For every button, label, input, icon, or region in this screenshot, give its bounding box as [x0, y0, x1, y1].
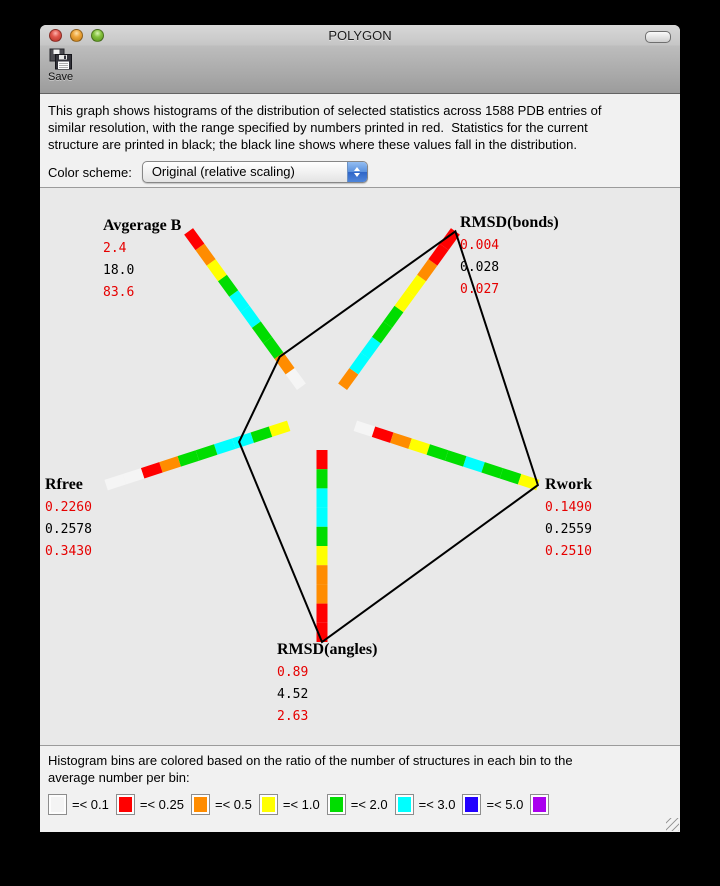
color-scheme-selected-value: Original (relative scaling) — [151, 164, 295, 179]
legend-swatch — [462, 794, 481, 815]
legend-swatch — [530, 794, 549, 815]
axis-min-value: 0.89 — [277, 665, 309, 680]
legend-caption-line: Histogram bins are colored based on the ratio of the number of structures in each bin to the — [48, 753, 573, 768]
description-panel — [40, 94, 680, 188]
legend-swatch-color — [262, 797, 275, 812]
description-line: similar resolution, with the range specified by numbers printed in red. Statistics for the current — [48, 120, 588, 135]
titlebar — [40, 25, 680, 46]
save-button[interactable] — [48, 48, 73, 83]
axis-current-value: 0.2578 — [45, 522, 92, 537]
axis-max-value: 83.6 — [103, 285, 135, 300]
legend-caption-line: average number per bin: — [48, 770, 190, 785]
axis-min-value: 0.2260 — [45, 500, 92, 515]
legend-swatch — [191, 794, 210, 815]
legend-swatch-color — [194, 797, 207, 812]
legend-swatch — [259, 794, 278, 815]
legend-label: =< 1.0 — [282, 797, 320, 812]
axis-title: RMSD(bonds) — [460, 214, 559, 231]
legend-swatch — [395, 794, 414, 815]
axis-title: Rfree — [45, 476, 83, 493]
legend-swatch-color — [119, 797, 132, 812]
axis-current-value: 18.0 — [103, 263, 135, 278]
legend-label: =< 0.5 — [214, 797, 252, 812]
toolbar — [40, 46, 680, 93]
axis-title: Avgerage B — [103, 217, 182, 234]
resize-grip[interactable] — [666, 818, 679, 831]
axis-min-value: 2.4 — [103, 241, 127, 256]
axis-current-value: 4.52 — [277, 687, 309, 702]
polygon-window — [40, 25, 680, 832]
legend-row — [48, 794, 672, 815]
polygon-plot-svg — [40, 188, 680, 745]
legend-label: =< 5.0 — [486, 797, 524, 812]
legend-swatch-color — [398, 797, 411, 812]
legend-swatch-color — [330, 797, 343, 812]
legend-swatch-color — [533, 797, 546, 812]
legend-panel — [40, 745, 680, 832]
description-line: This graph shows histograms of the distribution of selected statistics across 1588 PDB entries of — [48, 103, 602, 118]
popup-stepper-icon — [347, 162, 367, 182]
color-scheme-select[interactable] — [142, 161, 368, 183]
axis-max-value: 0.027 — [460, 282, 500, 297]
description-line: structure are printed in black; the black line shows where these values fall in the distribution. — [48, 137, 577, 152]
save-icon — [49, 48, 73, 70]
window-header — [40, 25, 680, 94]
legend-label: =< 2.0 — [350, 797, 388, 812]
legend-swatch — [116, 794, 135, 815]
toolbar-toggle-button[interactable] — [645, 31, 671, 43]
axis-min-value: 0.004 — [460, 238, 500, 253]
axis-max-value: 2.63 — [277, 709, 309, 724]
polygon-plot — [40, 188, 680, 745]
axis-max-value: 0.3430 — [45, 544, 92, 559]
color-scheme-label: Color scheme: — [48, 164, 132, 180]
legend-swatch — [327, 794, 346, 815]
legend-swatch — [48, 794, 67, 815]
axis-min-value: 0.1490 — [545, 500, 592, 515]
axis-current-value: 0.2559 — [545, 522, 592, 537]
legend-label: =< 0.25 — [139, 797, 184, 812]
axis-current-value: 0.028 — [460, 260, 500, 275]
axis-max-value: 0.2510 — [545, 544, 592, 559]
legend-label: =< 0.1 — [72, 797, 109, 812]
legend-swatch-color — [51, 797, 64, 812]
legend-label: =< 3.0 — [418, 797, 456, 812]
save-button-label: Save — [48, 71, 74, 83]
axis-title: RMSD(angles) — [277, 641, 378, 658]
legend-swatch-color — [465, 797, 478, 812]
arrow-up-icon — [354, 167, 360, 171]
arrow-down-icon — [354, 173, 360, 177]
window-title: POLYGON — [328, 28, 392, 43]
axis-title: Rwork — [545, 476, 593, 493]
